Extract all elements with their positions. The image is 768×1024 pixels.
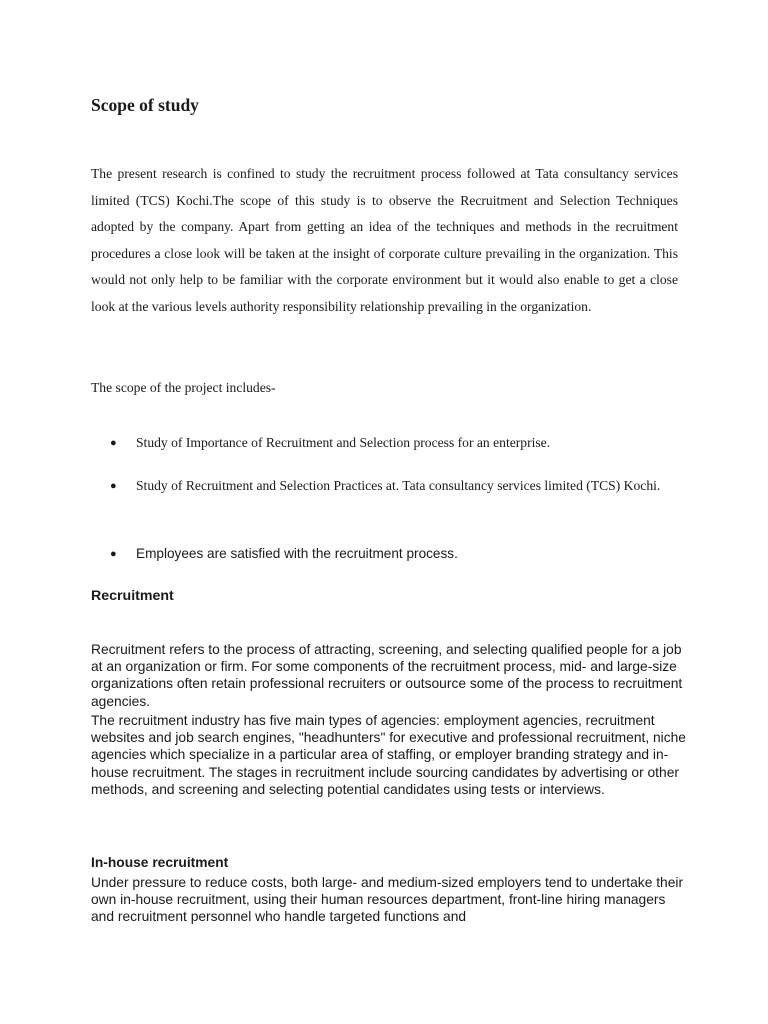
intro-paragraph: The present research is confined to study the recruitment process followed at Tata consultancy services limited (TCS) Kochi.The scope of this study is to observe the Recruitment and Selection Techniques adopted by the company. Apart from getting an idea of the techniques and methods in the recruitment procedures a close look will be taken at the insight of corporate culture prevailing in the organization. This would not only help to be familiar with the corporate environment but it would also enable to get a close look at the various levels authority responsibility relationship prevailing in the organization. [91,166,678,314]
bullet-dot-icon: ● [110,437,117,449]
bullet-dot-icon: ● [110,548,117,560]
bullet-text: Study of Recruitment and Selection Practices at. Tata consultancy services limited (TCS) Kochi. [136,478,661,493]
bullet-item [110,429,678,457]
recruitment-paragraph-1: Recruitment refers to the process of attracting, screening, and selecting qualified people for a job at an organization or firm. For some components of the recruitment process, mid- and large-size organizations often retain professional recruiters or outsource some of the process to recruitment agencies. [91,642,683,709]
bullet-item [110,542,678,566]
bullet-item [110,472,678,500]
bullet-text: Employees are satisfied with the recruitment process. [136,546,458,561]
recruitment-paragraph-2: The recruitment industry has five main types of agencies: employment agencies, recruitment websites and job search engines, "headhunters" for executive and professional recruitment, niche agencies which specialize in a particular area of staffing, or employer branding strategy and in-house recruitment. The stages in recruitment include sourcing candidates by advertising or other methods, and screening and selecting potential candidates using tests or interviews. [91,713,686,797]
bullet-text: Study of Importance of Recruitment and Selection process for an enterprise. [136,435,551,450]
recruitment-heading: Recruitment [91,588,174,604]
scope-intro-text: The scope of the project includes- [91,380,276,395]
inhouse-paragraph: Under pressure to reduce costs, both large- and medium-sized employers tend to undertake their own in-house recruitment, using their human resources department, front-line hiring managers and recruitment personnel who handle targeted functions and [91,875,684,925]
page-title: Scope of study [91,95,199,115]
bullet-dot-icon: ● [110,480,117,492]
inhouse-heading: In-house recruitment [91,855,229,870]
